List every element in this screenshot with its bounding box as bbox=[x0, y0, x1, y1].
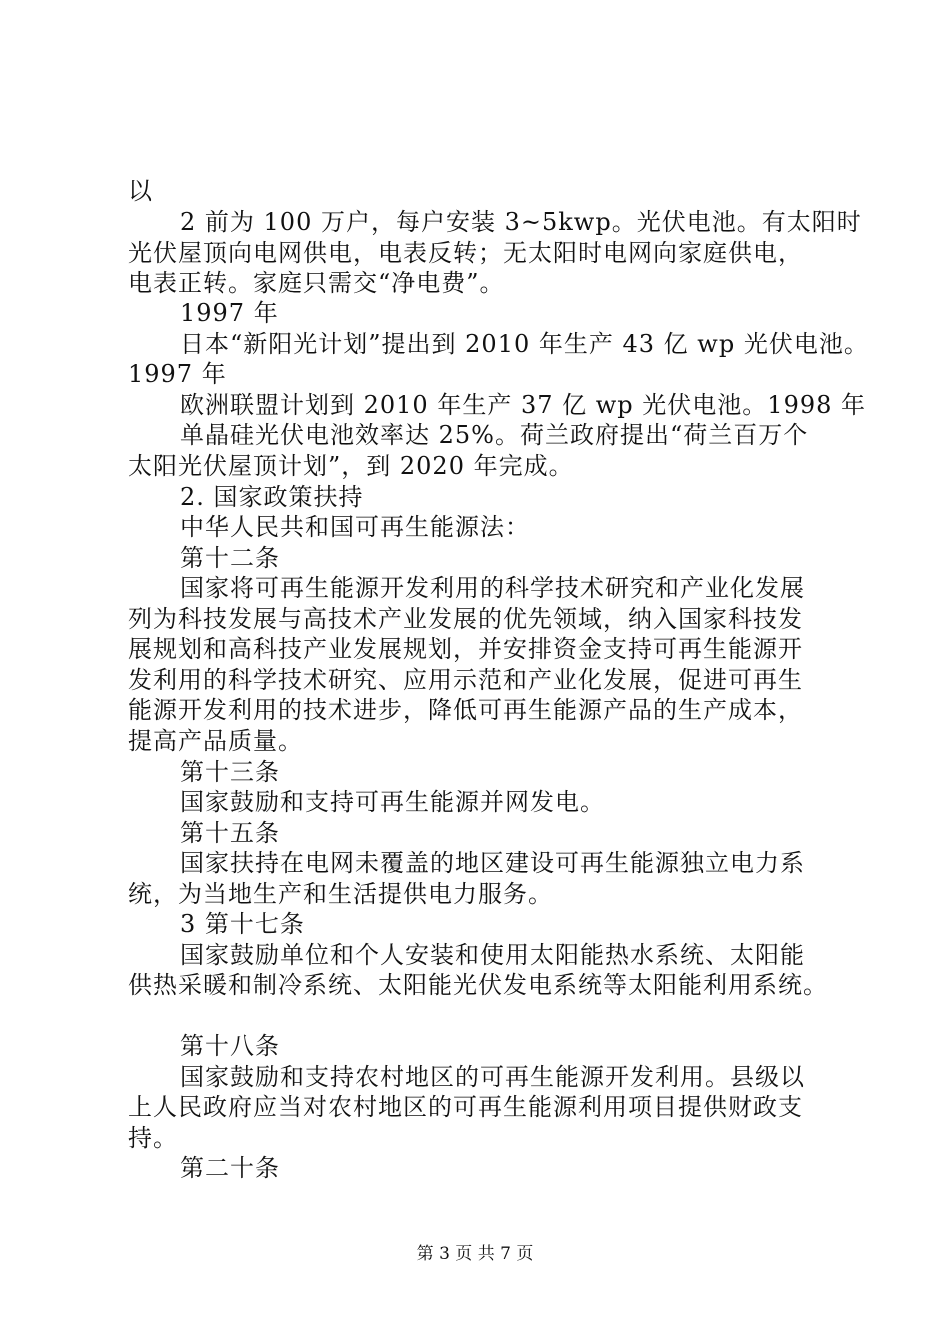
text-line: 发利用的科学技术研究、应用示范和产业化发展，促进可再生 bbox=[128, 666, 803, 694]
text-line: 上人民政府应当对农村地区的可再生能源利用项目提供财政支 bbox=[128, 1093, 803, 1121]
page-footer: 第 3 页 共 7 页 bbox=[416, 1244, 534, 1264]
text-line: 电表正转。家庭只需交“净电费”。 bbox=[128, 269, 505, 297]
text-line: 国家鼓励和支持农村地区的可再生能源开发利用。县级以 bbox=[180, 1063, 805, 1091]
text-line: 统，为当地生产和生活提供电力服务。 bbox=[128, 880, 553, 908]
text-line: 2 前为 100 万户，每户安装 3~5kwp。光伏电池。有太阳时 bbox=[180, 208, 862, 236]
text-line: 列为科技发展与高技术产业发展的优先领域，纳入国家科技发 bbox=[128, 605, 803, 633]
article-heading: 第十二条 bbox=[180, 544, 280, 572]
text-line: 能源开发利用的技术进步，降低可再生能源产品的生产成本， bbox=[128, 696, 803, 724]
text-line: 提高产品质量。 bbox=[128, 727, 303, 755]
text-line: 1997 年 bbox=[128, 360, 227, 388]
text-line: 国家将可再生能源开发利用的科学技术研究和产业化发展 bbox=[180, 574, 805, 602]
text-line: 国家鼓励和支持可再生能源并网发电。 bbox=[180, 788, 605, 816]
article-heading: 第十五条 bbox=[180, 819, 280, 847]
text-line: 持。 bbox=[128, 1124, 178, 1152]
article-heading: 第十八条 bbox=[180, 1032, 280, 1060]
text-line: 以 bbox=[128, 177, 153, 205]
article-heading: 第二十条 bbox=[180, 1154, 280, 1182]
text-line: 1997 年 bbox=[180, 299, 279, 327]
text-line: 欧洲联盟计划到 2010 年生产 37 亿 wp 光伏电池。1998 年 bbox=[180, 391, 867, 419]
text-line: 展规划和高科技产业发展规划，并安排资金支持可再生能源开 bbox=[128, 635, 803, 663]
text-line: 供热采暖和制冷系统、太阳能光伏发电系统等太阳能利用系统。 bbox=[128, 971, 828, 999]
law-title: 中华人民共和国可再生能源法： bbox=[180, 513, 530, 541]
section-heading: 2. 国家政策扶持 bbox=[180, 483, 364, 511]
text-line: 国家鼓励单位和个人安装和使用太阳能热水系统、太阳能 bbox=[180, 941, 805, 969]
text-line: 光伏屋顶向电网供电，电表反转；无太阳时电网向家庭供电， bbox=[128, 239, 803, 267]
article-heading: 第十三条 bbox=[180, 758, 280, 786]
text-line: 国家扶持在电网未覆盖的地区建设可再生能源独立电力系 bbox=[180, 849, 805, 877]
text-line: 太阳光伏屋顶计划”，到 2020 年完成。 bbox=[128, 452, 574, 480]
text-line: 单晶硅光伏电池效率达 25%。荷兰政府提出“荷兰百万个 bbox=[180, 421, 809, 449]
text-line: 日本“新阳光计划”提出到 2010 年生产 43 亿 wp 光伏电池。 bbox=[180, 330, 869, 358]
article-heading: 3 第十七条 bbox=[180, 910, 305, 938]
